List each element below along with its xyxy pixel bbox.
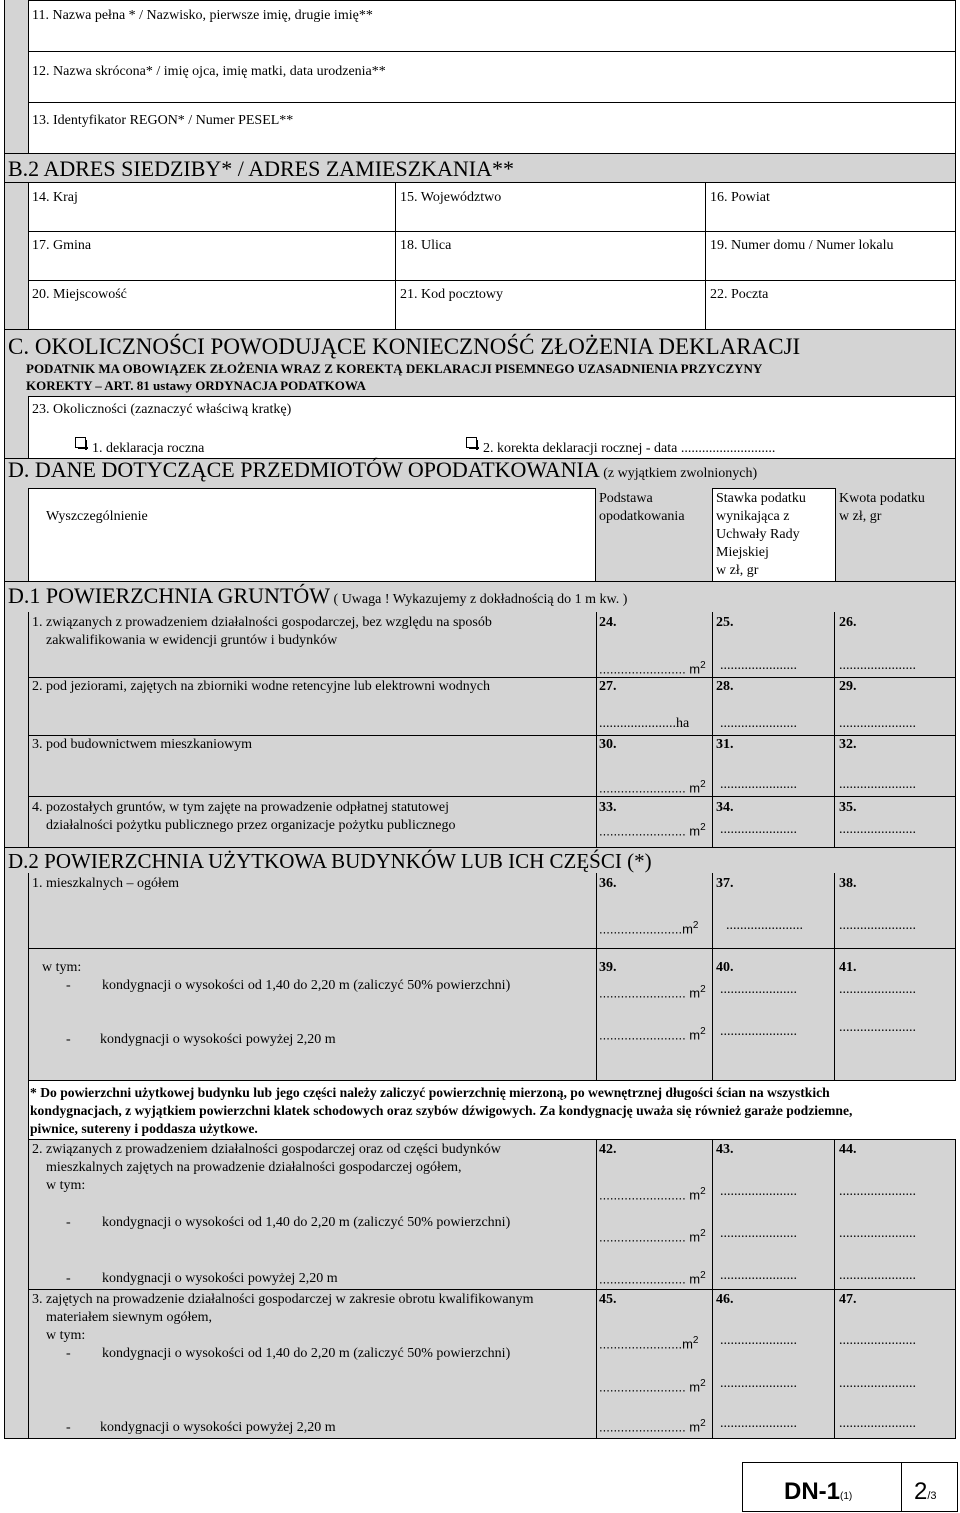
field-18-label: 18. Ulica [400, 238, 452, 253]
field-27-number: 27. [599, 679, 617, 694]
d1-row4-label-b: działalności pożytku publicznego przez organizacje pożytku publicznego [46, 818, 456, 833]
field-42-number: 42. [599, 1142, 617, 1157]
d2-row1-label: 1. mieszkalnych – ogółem [32, 876, 179, 891]
d2-row-line-1 [28, 948, 956, 949]
field-36-value[interactable]: $.......................m^2$ [599, 920, 699, 937]
field-34-number: 34. [716, 800, 734, 815]
col-header-rate-5: w zł, gr [716, 563, 759, 578]
field-26-number: 26. [839, 615, 857, 630]
field-45-value[interactable]: $.......................m^2$ [599, 1335, 699, 1352]
field-17-label: 17. Gmina [32, 238, 92, 253]
field-2a-amount-value[interactable]: ...................... [839, 1226, 916, 1241]
field-2b-rate-value[interactable]: ...................... [720, 1268, 797, 1283]
d2-wtym-label-1: w tym: [42, 960, 82, 975]
d1-row1-label-b: zakwalifikowania w ewidencji gruntów i budynków [46, 633, 338, 648]
d1-row-line-3 [28, 796, 956, 797]
form-id-sub: (1) [840, 1491, 853, 1502]
section-c-subtitle-1: PODATNIK MA OBOWIĄZEK ZŁOŻENIA WRAZ Z KOREKTĄ DEKLARACJI PISEMNEGO UZASADNIENIA PRZYCZYNY [26, 361, 763, 376]
d2-dash-1b: - [66, 1032, 71, 1047]
section-d1-title: D.1 POWIERZCHNIA GRUNTÓW [8, 583, 331, 608]
field-21-label: 21. Kod pocztowy [400, 287, 504, 302]
field-25-number: 25. [716, 615, 734, 630]
d1-row2-label: 2. pod jeziorami, zajętych na zbiorniki wodne retencyjne lub elektrowni wodnych [32, 679, 490, 694]
form-id-label: DN-1 [784, 1478, 841, 1505]
field-40-value[interactable]: ...................... [720, 982, 797, 997]
field-39-value[interactable]: ........................ $m^2$ [599, 984, 706, 1001]
field-1b-base-value[interactable]: ........................ $m^2$ [599, 1026, 706, 1043]
d1-col-line-base [596, 612, 597, 848]
col-header-base-2: opodatkowania [599, 509, 685, 524]
field-3b-base-value[interactable]: ........................ $m^2$ [599, 1418, 706, 1435]
field-23-label: 23. Okoliczności (zaznaczyć właściwą kratkę) [32, 402, 292, 417]
col-header-amount-2: w zł, gr [839, 509, 882, 524]
field-41-number: 41. [839, 960, 857, 975]
option-correction-label: 2. korekta deklaracji rocznej - data ........................... [483, 441, 776, 456]
field-46-number: 46. [716, 1292, 734, 1307]
d2-row2-label-b: mieszkalnych zajętych na prowadzenie działalności gospodarczej ogółem, [46, 1160, 462, 1175]
field-32-number: 32. [839, 737, 857, 752]
d1-col-line-amount [834, 612, 835, 848]
field-34-value[interactable]: ...................... [720, 822, 797, 837]
page-number-current: 2 [914, 1478, 928, 1505]
d2-footnote-1: * Do powierzchni użytkowej budynku lub jego części należy zaliczyć powierzchnię mierzoną, po wewnętrznej długości ścian na wszystkich [30, 1085, 830, 1100]
d2-dash-2a: - [66, 1215, 71, 1230]
d2-row-line-3 [28, 1139, 956, 1140]
checkbox-annual[interactable] [75, 437, 86, 448]
d2-kond-2a: kondygnacji o wysokości od 1,40 do 2,20 m (zaliczyć 50% powierzchni) [102, 1215, 511, 1230]
section-d2-title: D.2 POWIERZCHNIA UŻYTKOWA BUDYNKÓW LUB ICH CZĘŚCI (*) [8, 849, 652, 873]
d2-kond-3a: kondygnacji o wysokości od 1,40 do 2,20 m (zaliczyć 50% powierzchni) [102, 1346, 511, 1361]
section-c-title: C. OKOLICZNOŚCI POWODUJĄCE KONIECZNOŚĆ ZŁOŻENIA DEKLARACJI [8, 334, 801, 359]
field-2a-rate-value[interactable]: ...................... [720, 1226, 797, 1241]
checkbox-correction[interactable] [466, 437, 477, 448]
field-31-value[interactable]: ...................... [720, 777, 797, 792]
section-c-subtitle-2: KOREKTY – ART. 81 ustawy ORDYNACJA PODATKOWA [26, 378, 366, 393]
field-30-number: 30. [599, 737, 617, 752]
col-header-rate-3: Uchwały Rady [716, 527, 800, 542]
field-26-value[interactable]: ...................... [839, 658, 916, 673]
field-3a-base-value[interactable]: ........................ $m^2$ [599, 1378, 706, 1395]
d2-kond-1b: kondygnacji o wysokości powyżej 2,20 m [100, 1032, 336, 1047]
d1-row-line-1 [28, 677, 956, 678]
field-33-number: 33. [599, 800, 617, 815]
d2-kond-3b: kondygnacji o wysokości powyżej 2,20 m [100, 1420, 336, 1435]
field-40-number: 40. [716, 960, 734, 975]
field-41-value[interactable]: ...................... [839, 982, 916, 997]
field-47-value[interactable]: ...................... [839, 1333, 916, 1348]
field-39-number: 39. [599, 960, 617, 975]
field-30-value[interactable]: ........................ $m^2$ [599, 779, 706, 796]
d2-dash-3b: - [66, 1420, 71, 1435]
d2-footnote-3: piwnice, sutereny i poddasza użytkowe. [30, 1121, 258, 1136]
option-annual-label: 1. deklaracja roczna [92, 441, 205, 456]
field-20-label: 20. Miejscowość [32, 287, 127, 302]
d2-row3-label-b: materiałem siewnym ogółem, [46, 1310, 213, 1325]
field-46-value[interactable]: ...................... [720, 1333, 797, 1348]
col-header-spec-label: Wyszczególnienie [46, 509, 148, 524]
d2-footnote-2: kondygnacjach, z wyjątkiem powierzchni klatek schodowych oraz szybów dźwigowych. Za kondygnację uważa się również garaże podziemne, [30, 1103, 853, 1118]
d1-col-line-left [28, 612, 29, 848]
field-27-value[interactable]: ......................ha [599, 716, 690, 731]
d1-col-line-rate [712, 612, 713, 848]
field-2b-amount-value[interactable]: ...................... [839, 1268, 916, 1283]
d2-kond-1a: kondygnacji o wysokości od 1,40 do 2,20 m (zaliczyć 50% powierzchni) [102, 978, 511, 993]
page-number-total: /3 [927, 1490, 937, 1502]
d2-row2-label-a: 2. związanych z prowadzeniem działalności gospodarczej oraz od części budynków [32, 1142, 501, 1157]
field-16-label: 16. Powiat [710, 190, 770, 205]
field-28-number: 28. [716, 679, 734, 694]
col-header-rate-4: Miejskiej [716, 545, 769, 560]
field-43-value[interactable]: ...................... [720, 1184, 797, 1199]
field-37-number: 37. [716, 876, 734, 891]
field-37-value[interactable]: ...................... [726, 918, 803, 933]
section-d1-note: ( Uwaga ! Wykazujemy z dokładnością do 1 m kw. ) [333, 592, 628, 607]
d2-wtym-label-2: w tym: [46, 1178, 86, 1193]
field-3b-amount-value[interactable]: ...................... [839, 1416, 916, 1431]
field-28-value[interactable]: ...................... [720, 716, 797, 731]
d2-col-line-amount-top [834, 873, 835, 1080]
field-29-number: 29. [839, 679, 857, 694]
field-44-value[interactable]: ...................... [839, 1184, 916, 1199]
field-15-label: 15. Województwo [400, 190, 502, 205]
field-22-label: 22. Poczta [710, 287, 769, 302]
d1-row4-label-a: 4. pozostałych gruntów, w tym zajęte na prowadzenie odpłatnej statutowej [32, 800, 450, 815]
col-header-spec [28, 488, 596, 582]
field-1b-amount-value[interactable]: ...................... [839, 1020, 916, 1035]
field-44-number: 44. [839, 1142, 857, 1157]
field-14-country[interactable] [28, 182, 396, 232]
field-38-value[interactable]: ...................... [839, 918, 916, 933]
d2-kond-2b: kondygnacji o wysokości powyżej 2,20 m [102, 1271, 338, 1286]
section-d1-title-line [8, 583, 628, 608]
field-3b-rate-value[interactable]: ...................... [720, 1416, 797, 1431]
d2-row3-label-a: 3. zajętych na prowadzenie działalności gospodarczej w zakresie obrotu kwalifikowanym [32, 1292, 534, 1307]
d2-row-line-4 [28, 1289, 956, 1290]
field-38-number: 38. [839, 876, 857, 891]
field-42-value[interactable]: ........................ $m^2$ [599, 1186, 706, 1203]
field-1b-rate-value[interactable]: ...................... [720, 1024, 797, 1039]
form-id [784, 1478, 852, 1511]
section-d-title: D. DANE DOTYCZĄCE PRZEDMIOTÓW OPODATKOWANIA [8, 457, 600, 482]
d2-dash-1a: - [66, 978, 71, 993]
d1-row1-label-a: 1. związanych z prowadzeniem działalności gospodarczej, bez względu na sposób [32, 615, 492, 630]
field-31-number: 31. [716, 737, 734, 752]
field-12-label: 12. Nazwa skrócona* / imię ojca, imię matki, data urodzenia** [32, 64, 386, 79]
field-13-label: 13. Identyfikator REGON* / Numer PESEL** [32, 113, 294, 128]
field-43-number: 43. [716, 1142, 734, 1157]
field-32-value[interactable]: ...................... [839, 777, 916, 792]
field-24-value[interactable]: ........................ $m^2$ [599, 660, 706, 677]
page-number [914, 1478, 937, 1510]
section-b2-title: B.2 ADRES SIEDZIBY* / ADRES ZAMIESZKANIA** [8, 156, 515, 181]
field-35-number: 35. [839, 800, 857, 815]
d2-dash-3a: - [66, 1346, 71, 1361]
field-29-value[interactable]: ...................... [839, 716, 916, 731]
col-header-rate-1: Stawka podatku [716, 491, 806, 506]
field-19-label: 19. Numer domu / Numer lokalu [710, 238, 894, 253]
field-47-number: 47. [839, 1292, 857, 1307]
field-36-number: 36. [599, 876, 617, 891]
col-header-amount-1: Kwota podatku [839, 491, 925, 506]
section-d-title-note: (z wyjątkiem zwolnionych) [603, 466, 758, 481]
field-11-label: 11. Nazwa pełna * / Nazwisko, pierwsze imię, drugie imię** [32, 8, 373, 23]
d2-col-line-rate-top [712, 873, 713, 1080]
d2-wtym-label-3: w tym: [46, 1328, 86, 1343]
field-3a-rate-value[interactable]: ...................... [720, 1376, 797, 1391]
section-d-title-line [8, 457, 758, 482]
col-header-base-1: Podstawa [599, 491, 653, 506]
field-3a-amount-value[interactable]: ...................... [839, 1376, 916, 1391]
field-14-label: 14. Kraj [32, 190, 78, 205]
d2-col-line-base-top [596, 873, 597, 1080]
col-header-rate-2: wynikająca z [716, 509, 790, 524]
field-25-value[interactable]: ...................... [720, 658, 797, 673]
field-33-value[interactable]: ........................ $m^2$ [599, 822, 706, 839]
field-35-value[interactable]: ...................... [839, 822, 916, 837]
field-24-number: 24. [599, 615, 617, 630]
d2-col-line-left [28, 873, 29, 1439]
d2-dash-2b: - [66, 1271, 71, 1286]
field-45-number: 45. [599, 1292, 617, 1307]
field-2b-base-value[interactable]: ........................ $m^2$ [599, 1270, 706, 1287]
d1-row3-label: 3. pod budownictwem mieszkaniowym [32, 737, 253, 752]
field-2a-base-value[interactable]: ........................ $m^2$ [599, 1228, 706, 1245]
d1-row-line-2 [28, 735, 956, 736]
